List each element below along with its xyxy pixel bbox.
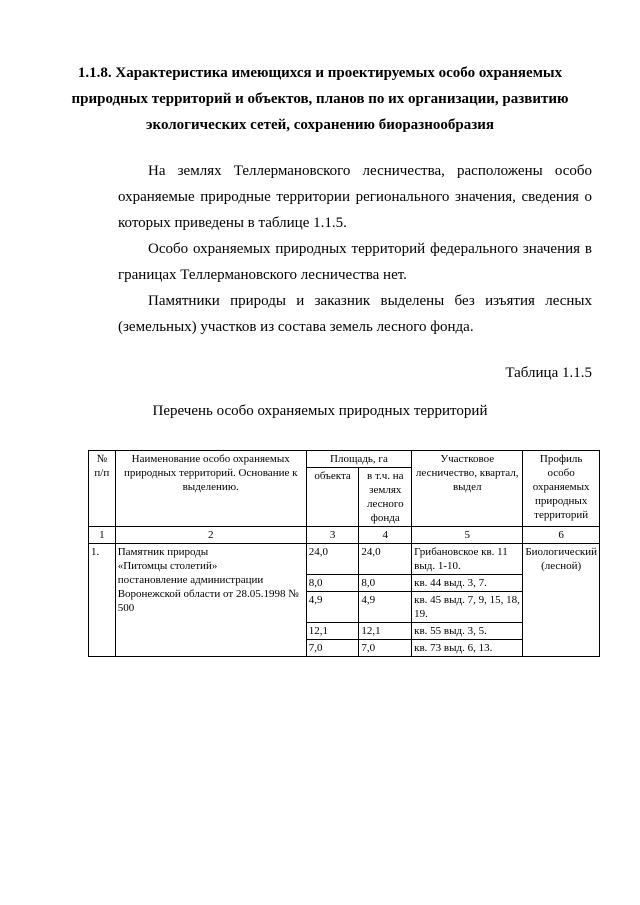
col-number: 3 (306, 527, 359, 544)
paragraph-3: Памятники природы и заказник выделены без изъятия лесных (земельных) участков из состава земель лесного фонда. (118, 293, 592, 335)
header-name: Наименование особо охраняемых природных территорий. Основание к выделению. (115, 451, 306, 527)
cell-area-object: 4,9 (306, 592, 359, 623)
cell-area-object: 24,0 (306, 544, 359, 575)
cell-area-forest: 7,0 (359, 640, 412, 657)
header-area-forest: в т.ч. на землях лесного фонда (359, 468, 412, 527)
table-title: Перечень особо охраняемых природных территорий (152, 403, 488, 419)
cell-plot: кв. 55 выд. 3, 5. (412, 623, 523, 640)
col-number: 2 (115, 527, 306, 544)
col-number: 1 (89, 527, 116, 544)
column-number-row (89, 527, 600, 544)
cell-profile: Биологический (лесной) (523, 544, 600, 657)
header-profile: Профиль особо охраняемых природных территорий (523, 451, 600, 527)
cell-area-object: 8,0 (306, 575, 359, 592)
table-row (89, 544, 600, 575)
cell-area-forest: 4,9 (359, 592, 412, 623)
table-number: Таблица 1.1.5 (505, 365, 592, 381)
paragraph-1: На землях Теллермановского лесничества, расположены особо охраняемые природные территории регионального значения, сведения о которых приведены в таблице 1.1.5. (118, 163, 592, 231)
header-area-object: объекта (306, 468, 359, 527)
col-number: 5 (412, 527, 523, 544)
row-num: 1. (89, 544, 116, 657)
protected-areas-table (88, 450, 600, 657)
cell-area-object: 12,1 (306, 623, 359, 640)
row-name (115, 544, 306, 657)
section-heading: 1.1.8. Характеристика имеющихся и проектируемых особо охраняемых природных территорий и объектов, планов по их организации, развитию экологических сетей, сохранению биоразнообразия (71, 65, 569, 133)
paragraph-2: Особо охраняемых природных территорий федерального значения в границах Теллермановского лесничества нет. (118, 241, 592, 283)
header-num: № п/п (89, 451, 116, 527)
table-header-row (89, 451, 600, 468)
row-name-line: постановление администрации Воронежской области от 28.05.1998 № 500 (117, 574, 299, 614)
cell-plot: кв. 45 выд. 7, 9, 15, 18, 19. (412, 592, 523, 623)
col-number: 6 (523, 527, 600, 544)
cell-plot: кв. 44 выд. 3, 7. (412, 575, 523, 592)
header-plot: Участковое лесничество, квартал, выдел (412, 451, 523, 527)
cell-area-forest: 24,0 (359, 544, 412, 575)
row-name-line: Памятник природы (117, 546, 209, 558)
cell-area-object: 7,0 (306, 640, 359, 657)
cell-area-forest: 8,0 (359, 575, 412, 592)
cell-plot: кв. 73 выд. 6, 13. (412, 640, 523, 657)
header-area: Площадь, га (306, 451, 411, 468)
row-name-line: «Питомцы столетий» (117, 560, 218, 572)
cell-area-forest: 12,1 (359, 623, 412, 640)
cell-plot: Грибановское кв. 11 выд. 1-10. (412, 544, 523, 575)
col-number: 4 (359, 527, 412, 544)
